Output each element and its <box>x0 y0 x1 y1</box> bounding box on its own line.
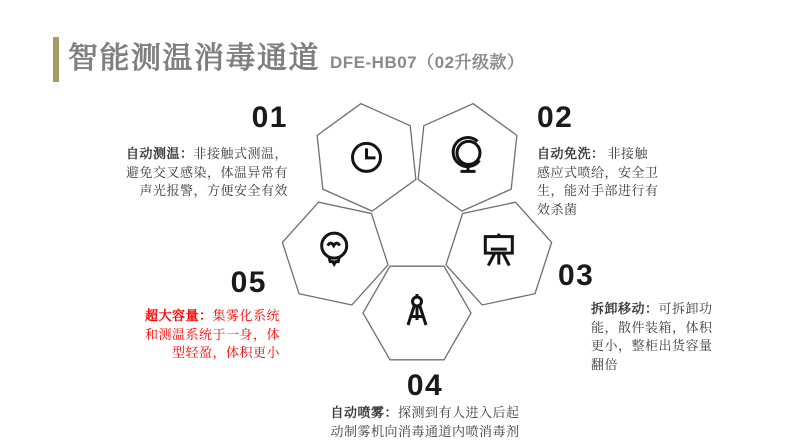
feature-label: 超大容量： <box>144 308 213 323</box>
title-accent-bar <box>53 37 59 82</box>
feature-description <box>537 145 661 219</box>
feature-description <box>125 145 288 201</box>
feature-body: 集雾化系统和测温系统于一身，体型轻盈，体积更小 <box>144 308 280 360</box>
feature-number: 03 <box>558 259 595 292</box>
feature-number: 02 <box>537 101 574 134</box>
feature-body: 可拆卸功能，散件装箱，体积更小，整柜出货容量翻倍 <box>591 301 713 372</box>
feature-body: 非接触式测温，避免交叉感染，体温异常有声光报警，方便安全有效 <box>125 146 288 198</box>
feature-auto-spray <box>327 371 523 441</box>
feature-capacity <box>141 268 280 363</box>
feature-number: 05 <box>230 266 267 299</box>
hexagon-cluster <box>267 77 567 377</box>
titlebar <box>68 36 525 81</box>
feature-description <box>141 307 280 363</box>
feature-label: 自动喷雾： <box>330 405 398 420</box>
feature-body: 非接触感应式喷给，安全卫生，能对手部进行有效杀菌 <box>537 146 659 217</box>
feature-number: 04 <box>406 369 444 402</box>
feature-auto-wash <box>537 103 661 219</box>
feature-auto-temp <box>125 103 288 201</box>
feature-body: 探测到有人进入后起动制雾机向消毒通道内喷消毒剂 <box>330 405 520 439</box>
feature-label: 拆卸移动： <box>591 301 659 316</box>
feature-number: 01 <box>251 101 288 134</box>
model-subtitle: DFE-HB07（02升级款） <box>330 53 525 72</box>
feature-description <box>327 404 523 441</box>
feature-description <box>591 300 715 374</box>
page-title: 智能测温消毒通道 <box>68 42 320 75</box>
feature-label: 自动测温： <box>125 146 194 161</box>
feature-label: 自动免洗： <box>537 146 605 161</box>
feature-detach-move <box>558 261 718 374</box>
hexagon-auto-spray <box>363 266 471 360</box>
